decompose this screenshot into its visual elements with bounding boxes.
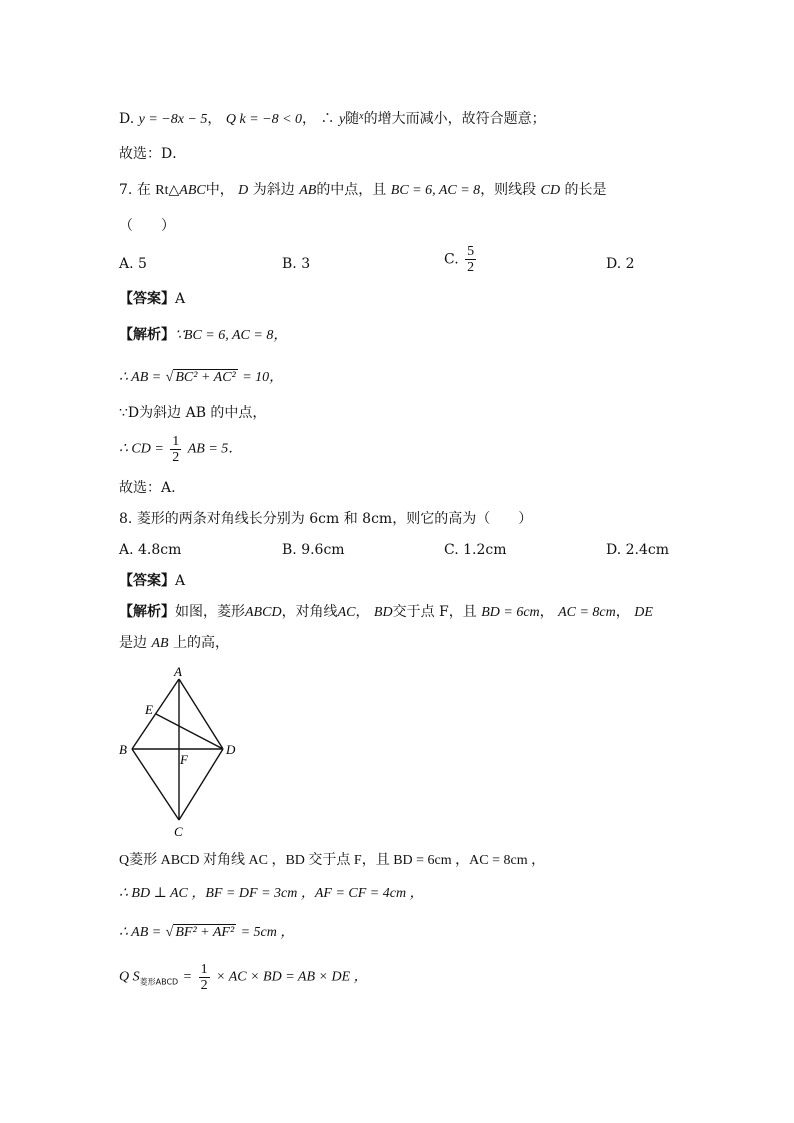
math-expression: ∴ BD ⊥ AC ，BF = DF = 3cm ，AF = CF = 4cm ， [119, 886, 424, 901]
math-var: AB [299, 183, 317, 198]
segment-de [156, 714, 223, 749]
text: ， [615, 604, 630, 620]
label-e: E [145, 702, 153, 717]
math-expression: AB = 5． [187, 441, 243, 457]
question-text: 菱形的两条对角线长分别为 6cm 和 8cm，则它的高为（ ） [136, 511, 533, 527]
math-expression: = [182, 969, 193, 985]
math-var: D [238, 183, 249, 198]
math-expression: ∵BC = 6, AC = 8， [175, 328, 288, 343]
math-var: DE [634, 605, 653, 620]
q8-answer [119, 572, 185, 590]
q7-analysis-4 [119, 434, 242, 465]
q8-analysis-1 [119, 603, 653, 622]
math-expression: = 10， [242, 370, 284, 385]
question-number: 7. [119, 182, 133, 198]
q7-option-c [444, 244, 478, 275]
math-expression: Q k = −8 < 0 [225, 112, 303, 127]
q7-option-a: A. 5 [119, 256, 147, 272]
math-expression: ∴ AB = [119, 370, 162, 385]
text: 的中点，且 [316, 182, 387, 198]
text: 中， [205, 182, 234, 198]
answer-value: A [175, 291, 186, 307]
q7-paren: （ ） [119, 218, 175, 234]
therefore-symbol: ∴ [320, 111, 335, 127]
math-expression: y = −8x − 5 [138, 112, 208, 127]
q7-analysis-1 [119, 326, 287, 345]
question-number: 8. [119, 511, 133, 527]
q8-option-a: A. 4.8cm [119, 542, 182, 558]
q7-analysis-2: ∴ AB = √ BC² + AC² = 10， [119, 370, 284, 385]
text: 上的高， [173, 635, 230, 651]
text: 是边 [119, 635, 147, 651]
sqrt-radicand: BC² + AC² [175, 370, 236, 385]
math-var: x [359, 111, 364, 122]
math-expression: Q菱形 ABCD 对角线 AC ，BD 交于点 F，且 BD = 6cm ，AC = 8cm ， [119, 853, 546, 868]
text: 随 [345, 111, 360, 127]
math-var: ABC [179, 183, 206, 198]
math-var: BD [373, 605, 393, 620]
math-var: y [338, 112, 346, 127]
q8-stem [119, 510, 532, 528]
edge-ab [132, 679, 179, 749]
q7-stem [119, 181, 607, 200]
q8-option-b: B. 9.6cm [282, 542, 345, 558]
text: 在 [136, 182, 151, 198]
edge-ad [179, 679, 223, 749]
answer-label: 【答案】 [119, 291, 175, 307]
edge-bc [132, 749, 179, 820]
numerator: 1 [200, 962, 208, 977]
text: 的长是 [564, 182, 607, 198]
analysis-label: 【解析】 [119, 604, 175, 620]
math-var: AB [151, 636, 169, 651]
q8-analysis-6 [119, 962, 368, 993]
q7-choice: 故选：A. [119, 480, 176, 496]
label-c: C [174, 824, 183, 839]
fraction [170, 434, 181, 465]
text: ，则线段 [480, 182, 537, 198]
option-label: C. [444, 251, 459, 268]
q8-analysis-5: ∴ AB = √ BF² + AF² = 5cm ， [119, 925, 295, 940]
q7-answer [119, 290, 185, 308]
text: 为斜边 [252, 182, 295, 198]
label-b: B [119, 742, 127, 757]
text: ，对角线 [281, 604, 338, 620]
option-label: D. [119, 111, 135, 127]
math-expression: ∴ CD = [119, 441, 164, 457]
text: ， [539, 604, 554, 620]
analysis-label: 【解析】 [119, 327, 175, 343]
q6-choice: 故选：D． [119, 146, 187, 162]
q7-option-d: D. 2 [606, 256, 635, 272]
label-a: A [174, 664, 182, 679]
math-expression: ∴ AB = [119, 925, 162, 940]
math-expression: BC = 6, AC = 8 [390, 183, 481, 198]
subscript: 菱形ABCD [139, 977, 179, 987]
answer-value: A [175, 573, 186, 589]
q8-analysis-2 [119, 634, 229, 653]
text: 如图，菱形 [175, 604, 245, 620]
answer-label: 【答案】 [119, 573, 175, 589]
math-expression: = 5cm ， [240, 925, 295, 940]
text: ， [355, 604, 370, 620]
fraction [465, 244, 476, 275]
sqrt-radicand: BF² + AF² [175, 925, 235, 940]
math-var: AC [337, 605, 356, 620]
math-expression: BD = 6cm [481, 605, 540, 620]
q7-analysis-3: ∵D为斜边 AB 的中点， [119, 405, 267, 421]
text: 的增大而减小，故符合题意； [363, 111, 546, 127]
q6-option-d-line: D. y = −8x − 5， Q k = −8 < 0， ∴ y随$^x$的增大而减小，故符合题意； [119, 111, 546, 127]
numerator: 5 [467, 244, 475, 259]
math-expression: Rt△ [155, 183, 180, 198]
text: 交于点 F，且 [392, 604, 477, 620]
numerator: 1 [172, 434, 180, 449]
rhombus-figure [110, 662, 250, 842]
q8-analysis-3 [119, 851, 545, 870]
denominator: 2 [200, 978, 208, 993]
math-var: ABCD [245, 605, 282, 620]
denominator: 2 [467, 260, 475, 275]
math-expression: Q S [119, 969, 140, 985]
label-d: D [226, 742, 236, 757]
math-expression: AC = 8cm [558, 605, 616, 620]
math-expression: × AC × BD = AB × DE ， [216, 969, 368, 985]
math-var: CD [540, 183, 561, 198]
q7-option-b: B. 3 [282, 256, 311, 272]
fraction [199, 962, 210, 993]
label-f: F [180, 752, 188, 767]
denominator: 2 [172, 450, 180, 465]
q8-analysis-4 [119, 884, 424, 903]
q8-option-c: C. 1.2cm [444, 542, 507, 558]
q8-option-d: D. 2.4cm [606, 542, 670, 558]
